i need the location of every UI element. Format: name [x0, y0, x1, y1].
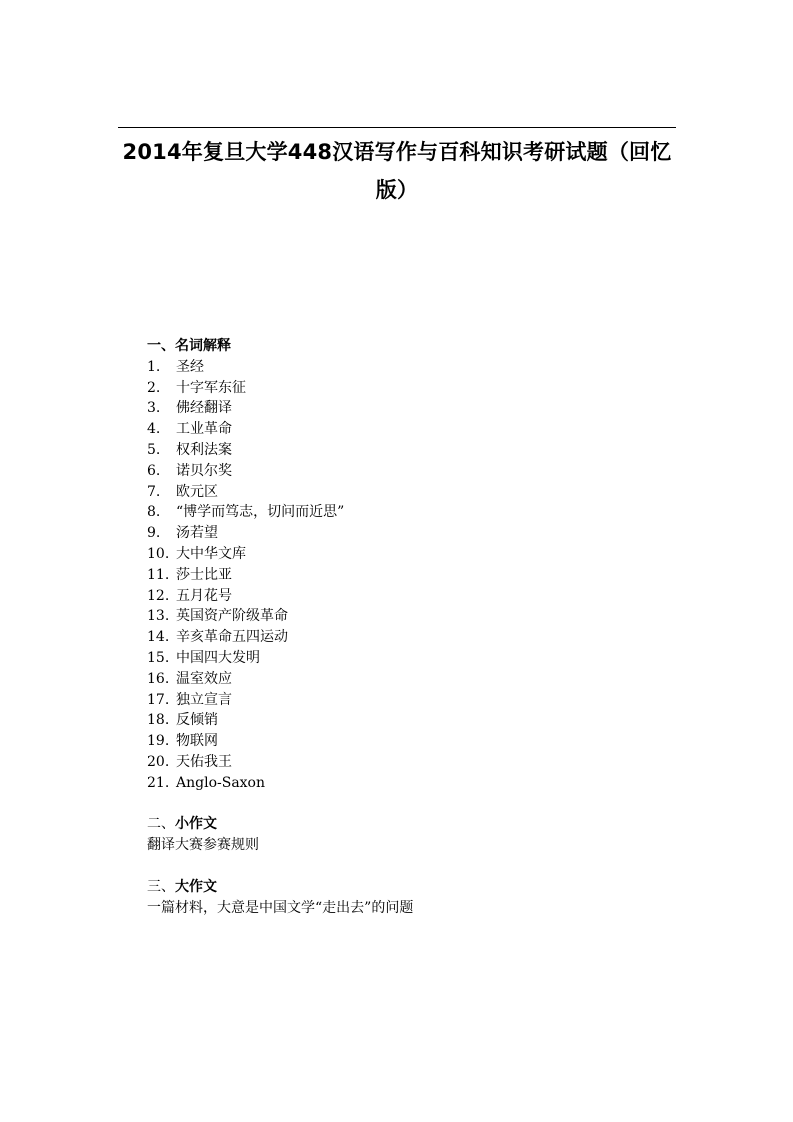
term-item	[147, 398, 707, 419]
term-item	[147, 440, 707, 461]
terms-list	[147, 357, 707, 794]
term-index: 8.	[147, 504, 161, 521]
term-index: 12.	[147, 587, 170, 604]
term-item	[147, 544, 707, 565]
term-item	[147, 502, 707, 523]
section-number: 一、	[147, 338, 175, 354]
term-text: 工业革命	[176, 421, 232, 438]
term-item	[147, 627, 707, 648]
term-text: 汤若望	[176, 525, 218, 542]
term-text: 圣经	[176, 358, 204, 375]
term-item	[147, 648, 707, 669]
term-index: 2.	[147, 379, 161, 396]
short-essay-body: 翻译大赛参赛规则	[147, 837, 259, 854]
term-index: 4.	[147, 421, 161, 438]
term-item	[147, 773, 707, 794]
term-item	[147, 606, 707, 627]
term-index: 14.	[147, 629, 170, 646]
spacer	[147, 794, 707, 815]
term-index: 7.	[147, 483, 161, 500]
term-index: 5.	[147, 441, 161, 458]
term-index: 17.	[147, 691, 170, 708]
term-text: 反倾销	[176, 712, 218, 729]
term-item	[147, 690, 707, 711]
term-item	[147, 710, 707, 731]
term-text: 天佑我王	[176, 753, 232, 770]
term-item	[147, 565, 707, 586]
section-heading-long-essay	[147, 877, 707, 898]
title-top-rule	[118, 127, 676, 128]
term-index: 18.	[147, 712, 170, 729]
term-item	[147, 419, 707, 440]
term-index: 10.	[147, 545, 170, 562]
document-body	[147, 336, 707, 918]
term-text: 十字军东征	[176, 379, 246, 396]
term-text: Anglo-Saxon	[176, 774, 266, 791]
term-text: 五月花号	[176, 587, 232, 604]
term-text: 佛经翻译	[176, 400, 232, 417]
section-number: 二、	[147, 816, 175, 833]
section-heading-terms	[147, 336, 707, 357]
term-index: 9.	[147, 525, 161, 542]
term-item	[147, 378, 707, 399]
term-item	[147, 523, 707, 544]
term-index: 21.	[147, 774, 170, 791]
term-index: 6.	[147, 462, 161, 479]
term-text: 辛亥革命五四运动	[176, 629, 288, 646]
term-item	[147, 669, 707, 690]
term-item	[147, 461, 707, 482]
term-text: 大中华文库	[176, 545, 246, 562]
section-title: 大作文	[175, 878, 217, 895]
section-title: 名词解释	[175, 338, 231, 354]
term-text: 中国四大发明	[176, 649, 260, 666]
term-text: 物联网	[176, 733, 218, 750]
term-text: “博学而笃志，切问而近思”	[176, 504, 345, 521]
term-item	[147, 586, 707, 607]
term-item	[147, 482, 707, 503]
document-title: 2014年复旦大学448汉语写作与百科知识考研试题（回忆版）	[122, 140, 672, 202]
term-text: 独立宣言	[176, 691, 232, 708]
spacer	[147, 856, 707, 877]
term-text: 温室效应	[176, 670, 232, 687]
term-text: 诺贝尔奖	[176, 462, 232, 479]
term-item	[147, 357, 707, 378]
term-item	[147, 731, 707, 752]
section-number: 三、	[147, 878, 175, 895]
term-text: 英国资产阶级革命	[176, 608, 288, 625]
term-index: 15.	[147, 649, 170, 666]
term-text: 欧元区	[176, 483, 218, 500]
term-index: 20.	[147, 753, 170, 770]
section-title: 小作文	[175, 816, 217, 833]
term-index: 11.	[147, 566, 170, 583]
long-essay-body: 一篇材料，大意是中国文学“走出去”的问题	[147, 899, 414, 916]
term-index: 16.	[147, 670, 170, 687]
term-text: 莎士比亚	[176, 566, 232, 583]
term-index: 13.	[147, 608, 170, 625]
term-text: 权利法案	[176, 441, 232, 458]
term-index: 19.	[147, 733, 170, 750]
term-index: 1.	[147, 358, 161, 375]
term-item	[147, 752, 707, 773]
term-index: 3.	[147, 400, 161, 417]
section-heading-short-essay	[147, 814, 707, 835]
